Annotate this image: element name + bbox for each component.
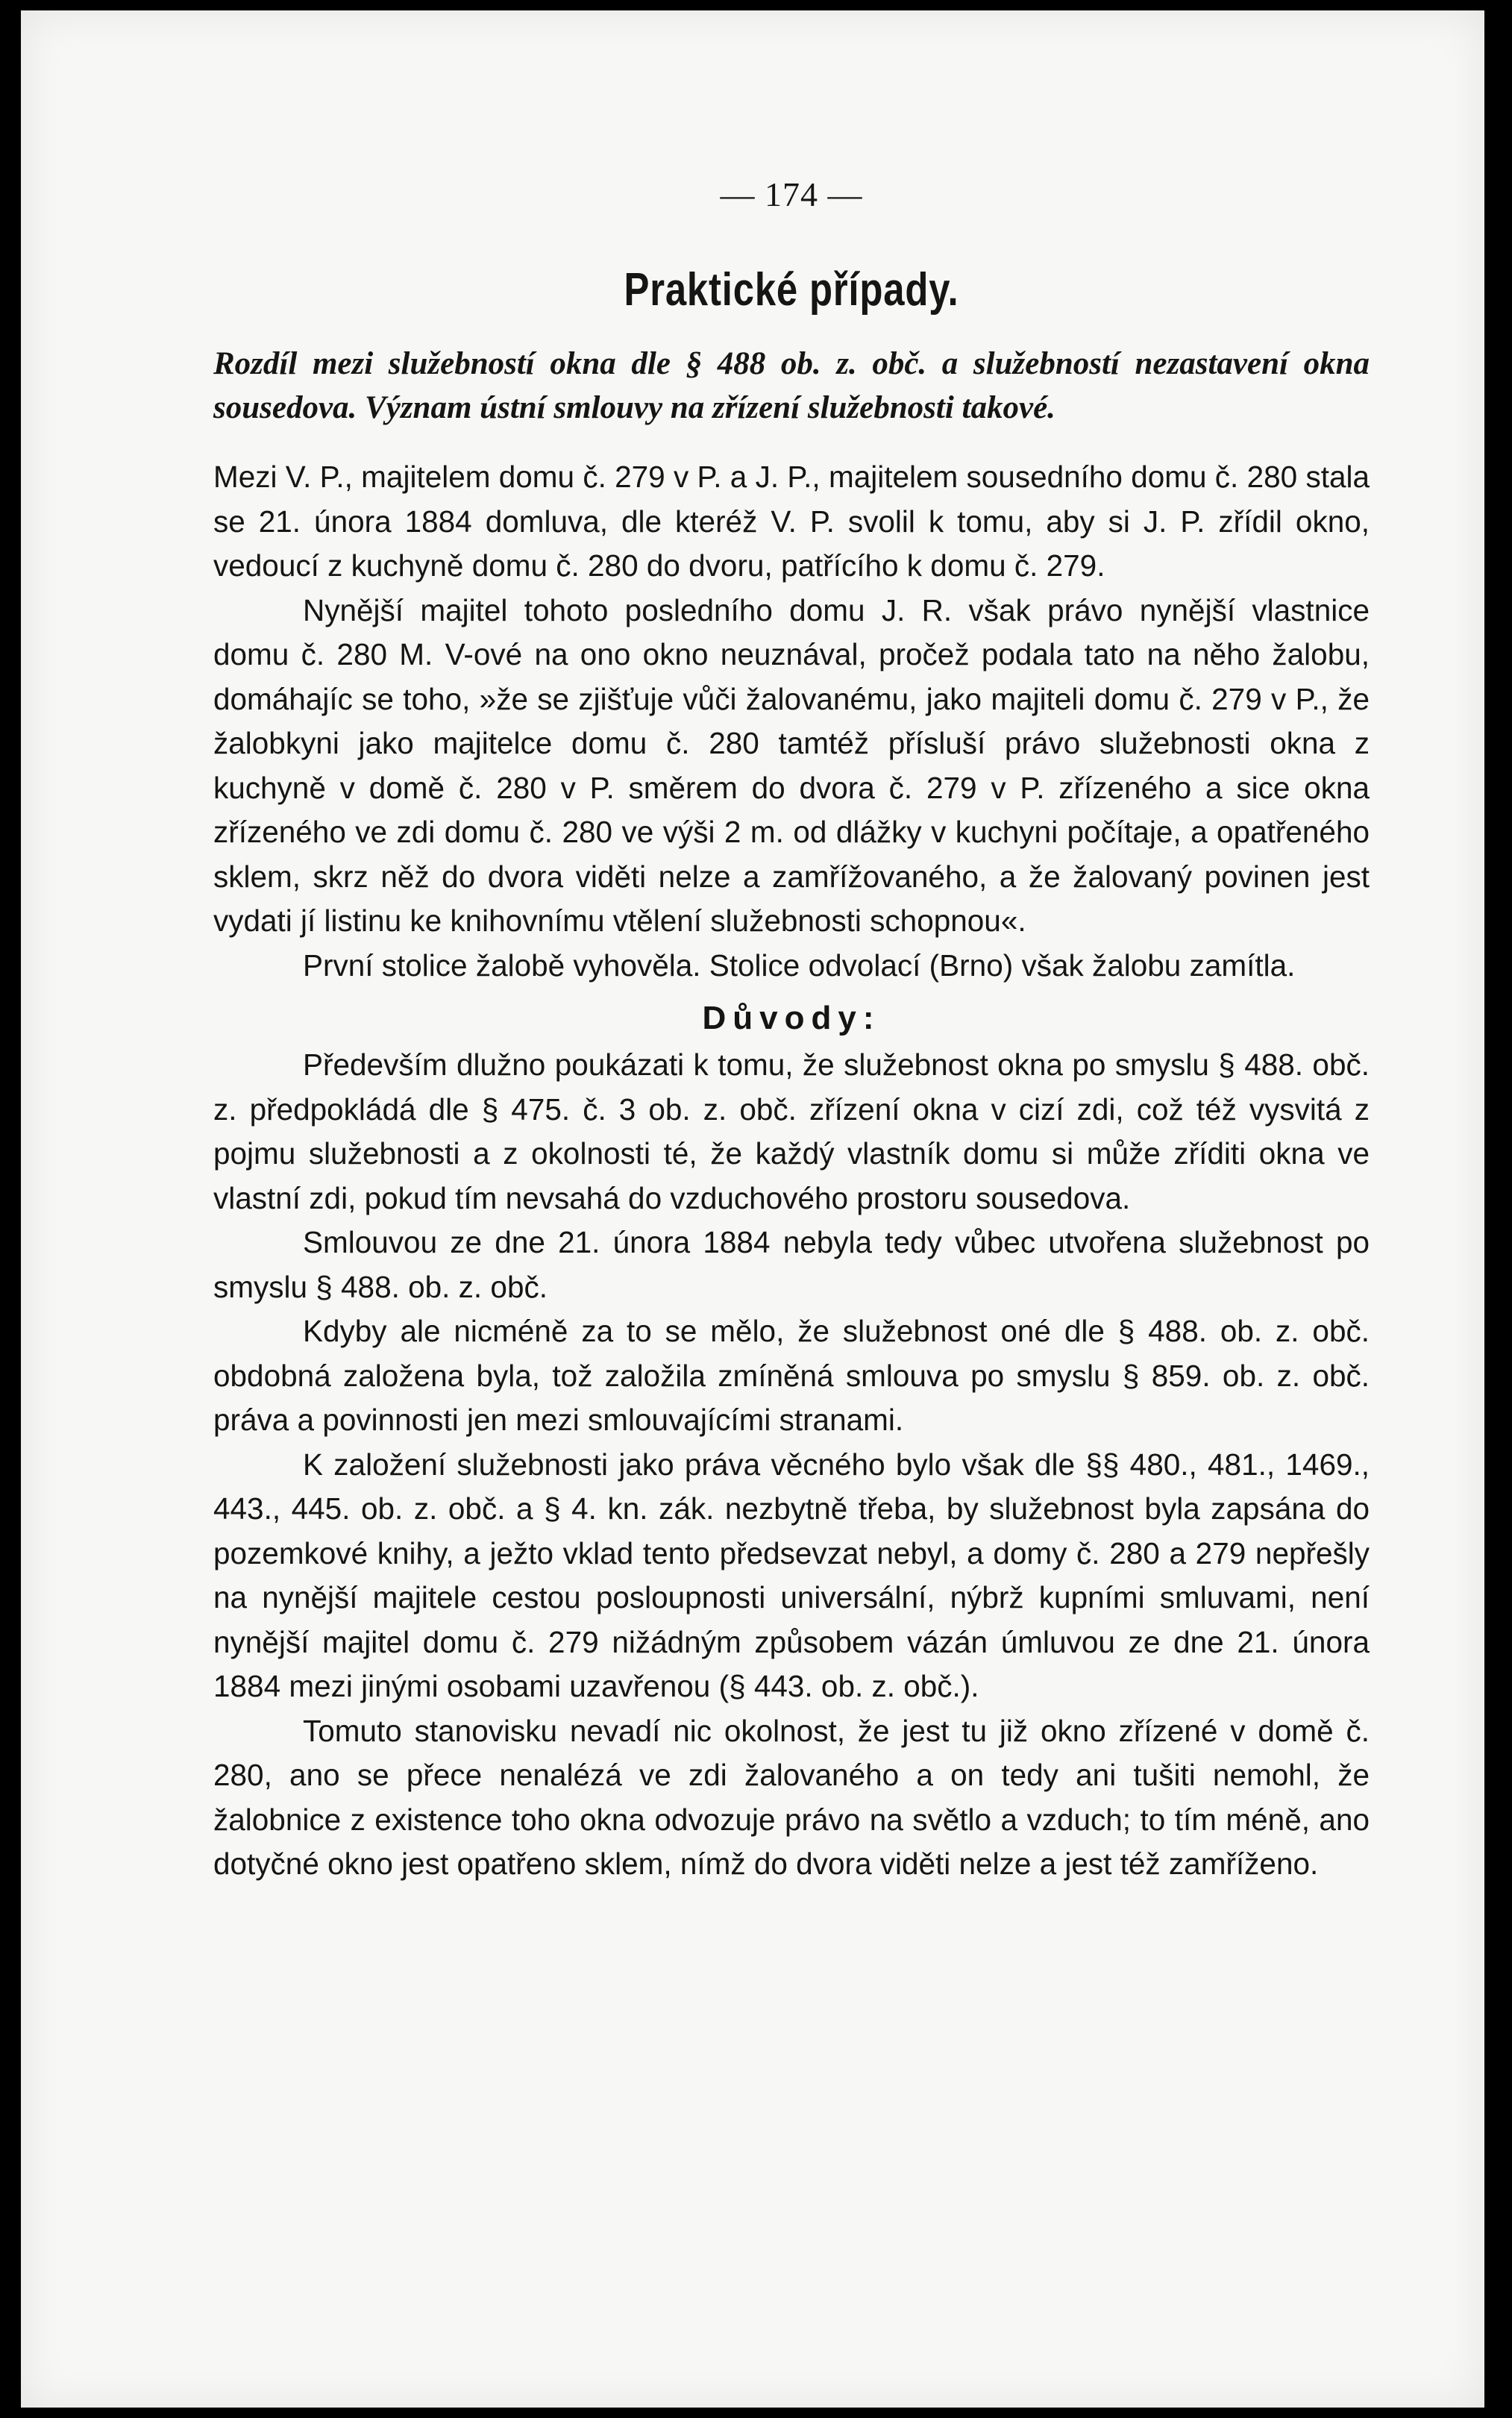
- page-content: [213, 175, 1370, 1887]
- paragraph-rulings: První stolice žalobě vyhověla. Stolice odvolací (Brno) však žalobu zamítla.: [303, 948, 1296, 983]
- reasons-paragraph-1: Především dlužno poukázati k tomu, že služebnost okna po smyslu § 488. obč. z. předpokládá dle § 475. č. 3 ob. z. obč. zřízení okna v cizí zdi, což též vysvitá z pojmu služebnosti a z okolnosti té, že každý vlastník domu si může zříditi okna ve vlastní zdi, pokud tím nevsahá do vzduchového prostoru sousedova.: [213, 1047, 1370, 1215]
- reasons-paragraph-2: Smlouvou ze dne 21. února 1884 nebyla tedy vůbec utvořena služebnost po smyslu § 488. ob. z. obč.: [213, 1225, 1370, 1304]
- reasons-paragraph-4: K založení služebnosti jako práva věcného bylo však dle §§ 480., 481., 1469., 443., 445. ob. z. obč. a § 4. kn. zák. nezbytně třeba, by služebnost byla zapsána do pozemkové knihy, a ježto vklad tento předsevzat nebyl, a domy č. 280 a 279 nepřešly na nynější majitele cestou posloupnosti universální, nýbrž kupními smluvami, není nynější majitel domu č. 279 nižádným způsobem vázán úmluvou ze dne 21. února 1884 mezi jinými osobami uzavřenou (§ 443. ob. z. obč.).: [213, 1447, 1370, 1703]
- case-subtitle: Rozdíl mezi služebností okna dle § 488 ob. z. obč. a služebností nezastavení okna sousedova. Význam ústní smlouvy na zřízení služebnosti takové.: [213, 346, 1370, 425]
- page-sheet: [21, 10, 1484, 2408]
- paragraph-lawsuit: Nynější majitel tohoto posledního domu J. R. však právo nynější vlastnice domu č. 280 M. V-ové na ono okno neuznával, pročež podala tato na něho žalobu, domáhajíc se toho, »že se zjišťuje vůči žalovanému, jako majiteli domu č. 279 v P., že žalobkyni jako majitelce domu č. 280 tamtéž přísluší právo služebnosti okna z kuchyně v domě č. 280 v P. směrem do dvora č. 279 v P. zřízeného a sice okna zřízeného ve zdi domu č. 280 ve výši 2 m. od dlážky v kuchyni počítaje, a opatřeného sklem, skrz něž do dvora viděti nelze a zamřížovaného, a že žalovaný povinen jest vydati jí listinu ke knihovnímu vtělení služebnosti schopnou«.: [213, 592, 1370, 938]
- reasons-paragraph-5: Tomuto stanovisku nevadí nic okolnost, že jest tu již okno zřízené v domě č. 280, ano se přece nenalézá ve zdi žalovaného a on tedy ani tušiti nemohl, že žalobnice z existence toho okna odvozuje právo na světlo a vzduch; to tím méně, ano dotyčné okno jest opatřeno sklem, nímž do dvora viděti nelze a jest též zamříženo.: [213, 1713, 1370, 1881]
- paragraph-agreement: Mezi V. P., majitelem domu č. 279 v P. a J. P., majitelem sousedního domu č. 280 stala se 21. února 1884 domluva, dle kteréž V. P. svolil k tomu, aby si J. P. zřídil okno, vedoucí z kuchyně domu č. 280 do dvoru, patřícího k domu č. 279.: [213, 460, 1370, 583]
- reasons-heading: Důvody:: [702, 1000, 881, 1036]
- section-title: Praktické případy.: [624, 264, 959, 316]
- reasons-paragraph-3: Kdyby ale nicméně za to se mělo, že služebnost oné dle § 488. ob. z. obč. obdobná založena byla, tož založila zmíněná smlouva po smyslu § 859. ob. z. obč. práva a povinnosti jen mezi smlouvajícími stranami.: [213, 1314, 1370, 1437]
- page-number: — 174 —: [720, 175, 863, 213]
